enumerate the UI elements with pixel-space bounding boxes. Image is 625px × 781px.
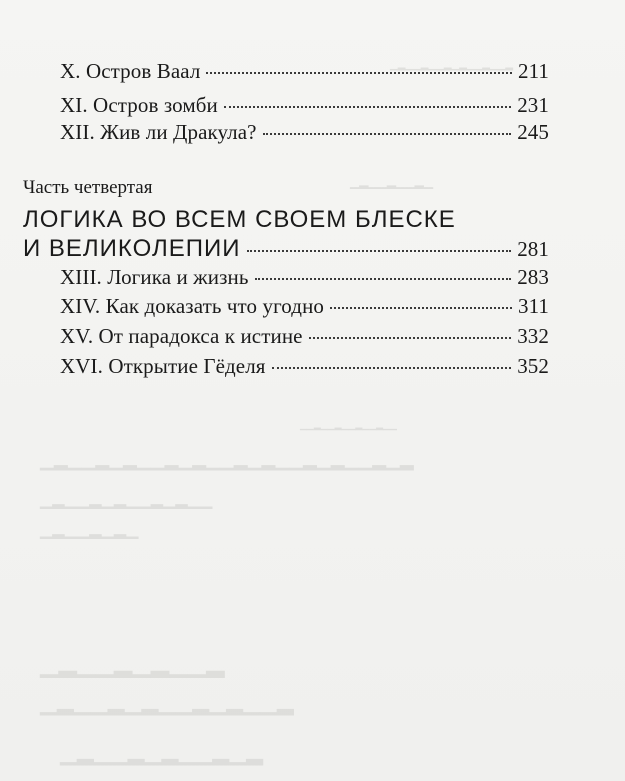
bleed-through-text: ▁▂▁▁▂▁▂▁▁▂▁▂▁▁▂▁▂▁▁▂▁▂▁▁▂▁▂ [40,450,414,470]
dot-leader [272,367,512,369]
bleed-through-text: ▁▂▁▁▂▁▂▁▁▂▁▂ [60,740,264,765]
dot-leader [309,337,512,339]
toc-entry-title: XV. От парадокса к истине [60,324,303,348]
toc-entry-title: XIII. Логика и жизнь [60,265,249,289]
toc-entry-page: 283 [517,265,549,289]
dot-leader [206,72,512,74]
dot-leader [263,133,512,135]
toc-entry-title: XI. Остров зомби [60,93,218,117]
bleed-through-text: ▁▂▁▁▂▁▂▁▁▂▁▂▁▁▂ [40,690,294,715]
toc-entry-page: 352 [517,354,549,378]
part-page: 281 [517,237,549,261]
dot-leader [255,278,512,280]
toc-entry-page: 211 [517,59,549,83]
toc-entry-title: XIV. Как доказать что угодно [60,294,325,318]
bleed-through-text: ▁▂▁▁▂▁▂▁▁▂▁▂▁▁ [40,492,213,509]
toc-entry [60,95,549,116]
toc-entry-title: XII. Жив ли Дракула? [60,120,257,144]
bleed-through-text: ▁▂▁▁▂▁▁▂▁ [350,175,434,189]
part-label: Часть четвертая [23,177,153,198]
bleed-through-text: ▁▁▂▁▁▂▁▁▂▁▁▂▁▁ [300,420,397,430]
toc-entry-page: 311 [517,294,549,318]
toc-entry [60,122,549,143]
dot-leader [330,307,512,309]
toc-entry-title: X. Остров Ваал [60,59,201,83]
bleed-through-text: ▁▂▁▁▂▁▂▁▁▂ [40,652,225,678]
toc-entry-page: 231 [517,93,549,117]
toc-entry-title: XVI. Открытие Гёделя [60,354,266,378]
dot-leader [224,106,511,108]
toc-entry [60,61,549,82]
toc-entry-page: 245 [517,120,549,144]
toc-entry [60,326,549,347]
toc-entry [60,267,549,288]
bleed-through-text: ▁▂▁▁▂▁▁▂▁▂▁▁▂▁▁▂ [390,60,514,71]
toc-entry [60,356,549,377]
dot-leader [247,250,512,252]
toc-entry [60,296,549,317]
part-title-line1: ЛОГИКА ВО ВСЕМ СВОЕМ БЛЕСКЕ [23,206,456,233]
part-title-entry [23,237,549,261]
bleed-through-text: ▁▂▁▁▂▁▂▁ [40,522,139,539]
part-title-line2: И ВЕЛИКОЛЕПИИ [23,235,241,262]
toc-entry-page: 332 [517,324,549,348]
